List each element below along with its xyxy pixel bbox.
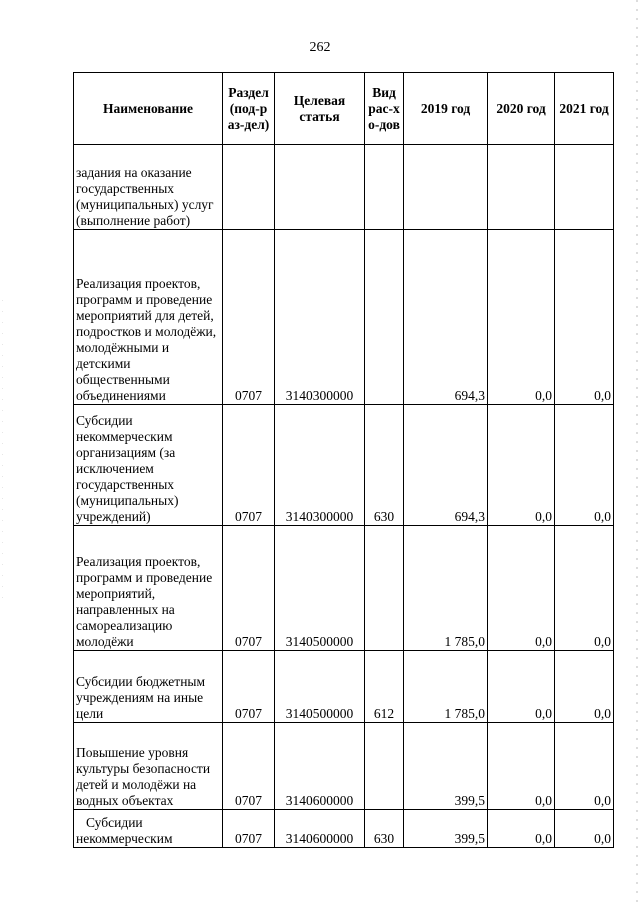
row-2021: 0,0: [555, 405, 614, 526]
row-target: 3140300000: [275, 405, 365, 526]
row-2020: [488, 145, 555, 230]
table-row: [74, 145, 614, 230]
row-section: [223, 145, 275, 230]
budget-table: [73, 72, 614, 848]
header-expense-type-label: Вид рас-хо-дов: [368, 84, 400, 132]
row-name: Субсидии некоммерческим: [74, 810, 223, 848]
row-2021: [555, 145, 614, 230]
header-target: [275, 73, 365, 145]
header-section: [223, 73, 275, 145]
row-target: 3140600000: [275, 723, 365, 810]
row-2020: 0,0: [488, 651, 555, 723]
row-2019: [404, 145, 488, 230]
table-row: [74, 526, 614, 651]
row-2021: 0,0: [555, 651, 614, 723]
row-name: Повышение уровня культуры безопасности детей и молодёжи на водных объектах: [74, 723, 223, 810]
page-number: 262: [309, 40, 331, 55]
row-2019: 694,3: [404, 405, 488, 526]
row-expense-type: [365, 526, 404, 651]
row-expense-type: 612: [365, 651, 404, 723]
row-2019: 399,5: [404, 723, 488, 810]
header-expense-type: [365, 73, 404, 145]
header-2020: 2020 год: [488, 73, 555, 145]
row-target: 3140300000: [275, 230, 365, 405]
row-target: 3140600000: [275, 810, 365, 848]
header-target-label: Целевая статья: [293, 92, 346, 124]
row-2020: 0,0: [488, 810, 555, 848]
row-2021: 0,0: [555, 230, 614, 405]
row-2021: 0,0: [555, 526, 614, 651]
table-header-row: [74, 73, 614, 145]
row-name: Субсидии некоммерческим организациям (за исключением государственных (муниципальных) учреждений): [74, 405, 223, 526]
row-2021: 0,0: [555, 723, 614, 810]
row-target: 3140500000: [275, 526, 365, 651]
row-target: 3140500000: [275, 651, 365, 723]
row-section: 0707: [223, 230, 275, 405]
row-name: Реализация проектов, программ и проведение мероприятий для детей, подростков и молодёжи, молодёжными и детскими общественными объединениями: [74, 230, 223, 405]
row-expense-type: [365, 230, 404, 405]
row-expense-type: 630: [365, 405, 404, 526]
table-row: [74, 810, 614, 848]
table-row: [74, 405, 614, 526]
row-2020: 0,0: [488, 405, 555, 526]
row-name: Реализация проектов, программ и проведение мероприятий, направленных на самореализацию молодёжи: [74, 526, 223, 651]
row-name: задания на оказание государственных (муниципальных) услуг (выполнение работ): [74, 145, 223, 230]
table-row: [74, 230, 614, 405]
row-expense-type: [365, 145, 404, 230]
row-2019: 1 785,0: [404, 526, 488, 651]
scan-artifact-right: [636, 0, 638, 905]
row-name: Субсидии бюджетным учреждениям на иные цели: [74, 651, 223, 723]
row-section: 0707: [223, 526, 275, 651]
row-2020: 0,0: [488, 723, 555, 810]
scan-artifact-left: [2, 300, 3, 600]
table-row: [74, 651, 614, 723]
row-2020: 0,0: [488, 526, 555, 651]
row-section: 0707: [223, 723, 275, 810]
row-2019: 694,3: [404, 230, 488, 405]
row-section: 0707: [223, 651, 275, 723]
header-name: Наименование: [74, 73, 223, 145]
row-target: [275, 145, 365, 230]
row-expense-type: [365, 723, 404, 810]
row-2019: 1 785,0: [404, 651, 488, 723]
row-expense-type: 630: [365, 810, 404, 848]
table-row: [74, 723, 614, 810]
row-2020: 0,0: [488, 230, 555, 405]
header-2021: 2021 год: [555, 73, 614, 145]
header-2019: 2019 год: [404, 73, 488, 145]
row-section: 0707: [223, 810, 275, 848]
row-section: 0707: [223, 405, 275, 526]
row-2021: 0,0: [555, 810, 614, 848]
row-2019: 399,5: [404, 810, 488, 848]
header-section-label: Раздел (под-раз-дел): [227, 84, 270, 132]
